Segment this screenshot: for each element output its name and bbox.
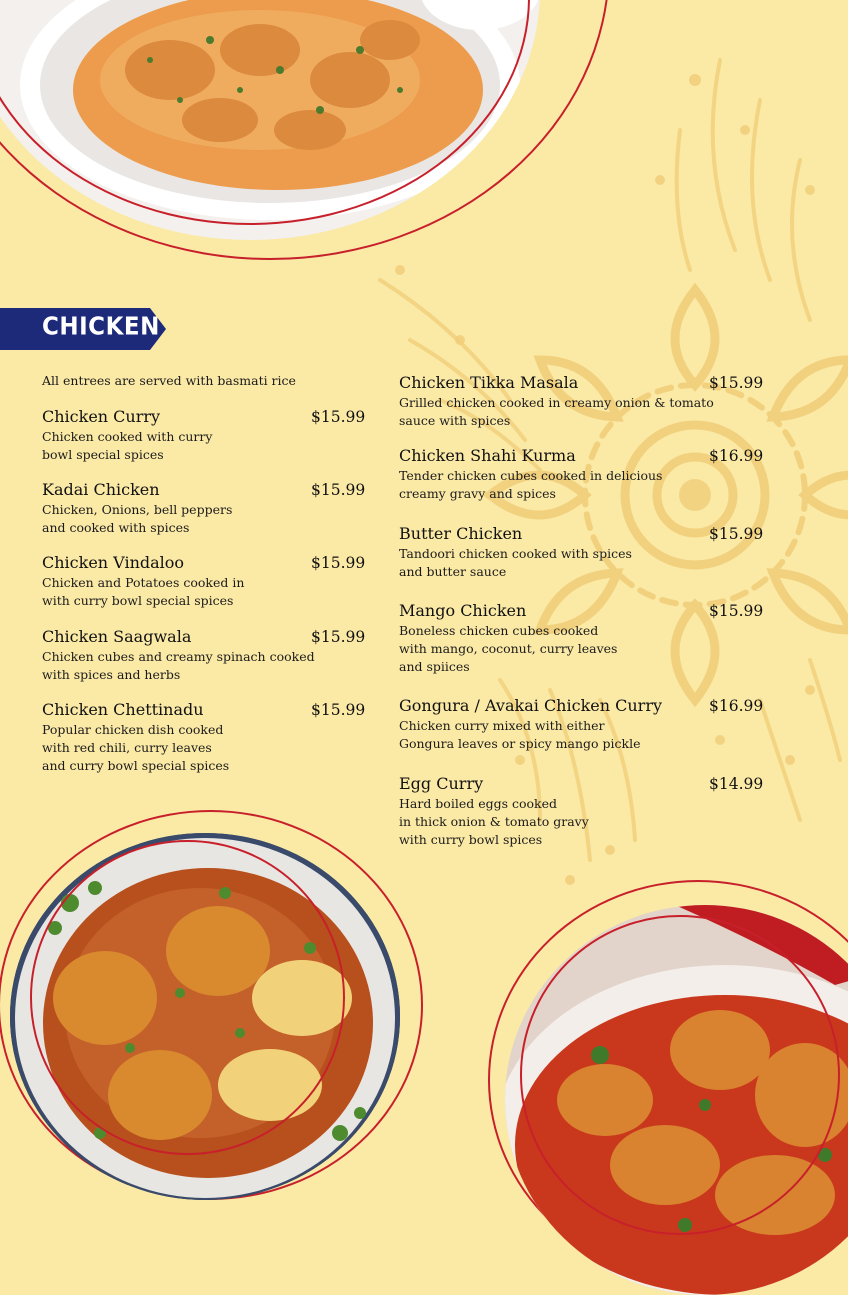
item-description: Chicken and Potatoes cooked in with curry bowl special spices <box>42 575 245 608</box>
menu-item <box>42 480 232 537</box>
item-description: Tandoori chicken cooked with spices and butter sauce <box>399 546 632 579</box>
item-description: Popular chicken dish cooked with red chili, curry leaves and curry bowl special spices <box>42 722 230 773</box>
item-price: $15.99 <box>709 525 764 543</box>
item-description: Grilled chicken cooked in creamy onion & tomato sauce with spices <box>399 395 714 428</box>
item-description: Tender chicken cubes cooked in delicious creamy gravy and spices <box>399 468 663 501</box>
menu-item <box>399 601 617 676</box>
item-description: Hard boiled eggs cooked in thick onion & tomato gravy with curry bowl spices <box>399 796 589 847</box>
item-name: Mango Chicken <box>399 601 527 620</box>
item-price: $14.99 <box>709 775 764 793</box>
item-name: Gongura / Avakai Chicken Curry <box>399 696 662 715</box>
menu-item <box>42 553 244 610</box>
item-description: Chicken cubes and creamy spinach cooked with spices and herbs <box>42 649 315 682</box>
decorative-ring-bottom-right-inner <box>520 915 840 1235</box>
item-price: $15.99 <box>311 701 366 719</box>
menu-item <box>399 696 662 753</box>
rice-note: All entrees are served with basmati rice <box>42 373 296 388</box>
item-price: $15.99 <box>311 554 366 572</box>
item-price: $15.99 <box>709 602 764 620</box>
menu-item <box>399 373 714 430</box>
item-name: Kadai Chicken <box>42 480 160 499</box>
menu-item <box>42 700 229 775</box>
menu-item <box>42 627 315 684</box>
section-title: CHICKEN <box>42 312 160 342</box>
menu-item <box>399 446 662 503</box>
item-price: $16.99 <box>709 447 764 465</box>
item-name: Chicken Tikka Masala <box>399 373 579 392</box>
item-name: Egg Curry <box>399 774 484 793</box>
item-name: Chicken Shahi Kurma <box>399 446 576 465</box>
item-name: Chicken Saagwala <box>42 627 192 646</box>
decorative-ring-bottom-left-inner <box>30 840 345 1155</box>
menu-item <box>399 524 632 581</box>
item-price: $15.99 <box>311 481 366 499</box>
item-price: $16.99 <box>709 697 764 715</box>
item-name: Chicken Curry <box>42 407 161 426</box>
menu-item <box>399 774 589 849</box>
item-description: Chicken, Onions, bell peppers and cooked with spices <box>42 502 233 535</box>
item-description: Boneless chicken cubes cooked with mango, coconut, curry leaves and spiices <box>399 623 618 674</box>
item-price: $15.99 <box>311 408 366 426</box>
item-name: Butter Chicken <box>399 524 523 543</box>
item-price: $15.99 <box>709 374 764 392</box>
item-name: Chicken Vindaloo <box>42 553 185 572</box>
item-price: $15.99 <box>311 628 366 646</box>
item-name: Chicken Chettinadu <box>42 700 204 719</box>
item-description: Chicken curry mixed with either Gongura leaves or spicy mango pickle <box>399 718 641 751</box>
item-description: Chicken cooked with curry bowl special spices <box>42 429 213 462</box>
menu-item <box>42 407 212 464</box>
